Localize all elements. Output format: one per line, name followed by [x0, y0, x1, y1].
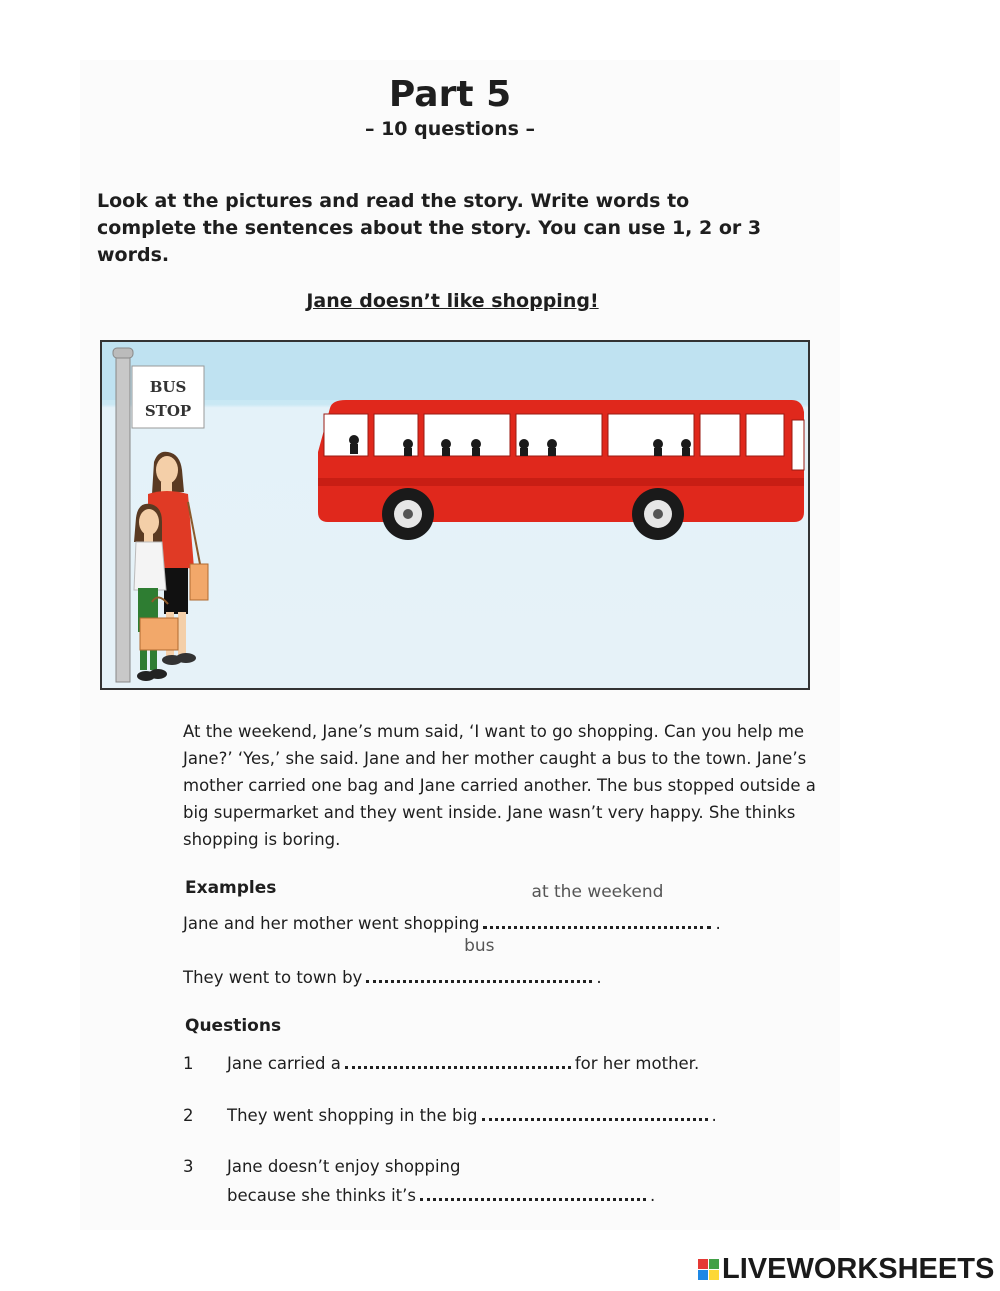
question-1	[183, 1052, 699, 1073]
logo-mark-icon	[698, 1259, 719, 1280]
sign-text-stop: STOP	[144, 402, 192, 420]
logo-block	[698, 1270, 708, 1280]
question-3-number: 3	[183, 1157, 194, 1176]
question-3-line1	[183, 1157, 460, 1176]
example-1-text: Jane and her mother went shopping	[183, 914, 480, 933]
logo-block	[709, 1270, 719, 1280]
liveworksheets-logo	[698, 1253, 994, 1286]
example-2-answer-line	[366, 936, 592, 983]
example-2-text: They went to town by	[183, 968, 363, 987]
logo-block	[709, 1259, 719, 1269]
question-2-answer-input[interactable]	[482, 1104, 708, 1121]
page-subtitle: – 10 questions –	[364, 118, 536, 140]
examples-heading: Examples	[185, 878, 277, 898]
example-2-answer: bus	[464, 936, 495, 956]
question-2-text: They went shopping in the big	[227, 1106, 478, 1125]
example-1-answer-line	[483, 882, 711, 929]
logo-block	[698, 1259, 708, 1269]
bus-wheel-rear	[632, 488, 684, 540]
question-3-line2	[183, 1184, 655, 1205]
bus-wheel-front	[382, 488, 434, 540]
question-2-end: .	[711, 1106, 717, 1125]
story-text: At the weekend, Jane’s mum said, ‘I want to go shopping. Can you help me Jane?’ ‘Yes,’ she said. Jane and her mother caught a bus to the town. Jane’s mother carried one bag and Jane carried another. The bus stopped outside a big supermarket and they went inside. Jane wasn’t very happy. She thinks shopping is boring.	[183, 722, 816, 849]
question-1-number: 1	[183, 1054, 194, 1073]
question-3-text2: because she thinks it’s	[227, 1186, 416, 1205]
story-picture	[100, 340, 810, 690]
sign-text-bus: BUS	[149, 378, 187, 396]
example-2-end: .	[596, 968, 602, 987]
example-1-end: .	[715, 914, 721, 933]
question-3-text1: Jane doesn’t enjoy shopping	[227, 1157, 461, 1176]
question-2-number: 2	[183, 1106, 194, 1125]
question-1-text: Jane carried a	[227, 1054, 341, 1073]
story-title: Jane doesn’t like shopping!	[306, 290, 599, 312]
instructions: Look at the pictures and read the story. Write words to complete the sentences about the story. You can use 1, 2 or 3 words.	[97, 190, 762, 266]
question-1-end: for her mother.	[574, 1054, 700, 1073]
red-bus	[318, 400, 804, 540]
example-2	[183, 936, 602, 987]
question-3-end: .	[649, 1186, 656, 1205]
page-title: Part 5	[388, 74, 512, 115]
questions-heading: Questions	[185, 1016, 282, 1036]
logo-text: LIVEWORKSHEETS	[722, 1253, 995, 1285]
question-3-answer-input[interactable]	[420, 1184, 646, 1201]
bus-stop-illustration	[102, 342, 808, 688]
sky-band	[102, 342, 808, 400]
question-1-answer-input[interactable]	[345, 1052, 571, 1069]
example-1-answer: at the weekend	[531, 882, 664, 902]
question-2	[183, 1104, 717, 1125]
